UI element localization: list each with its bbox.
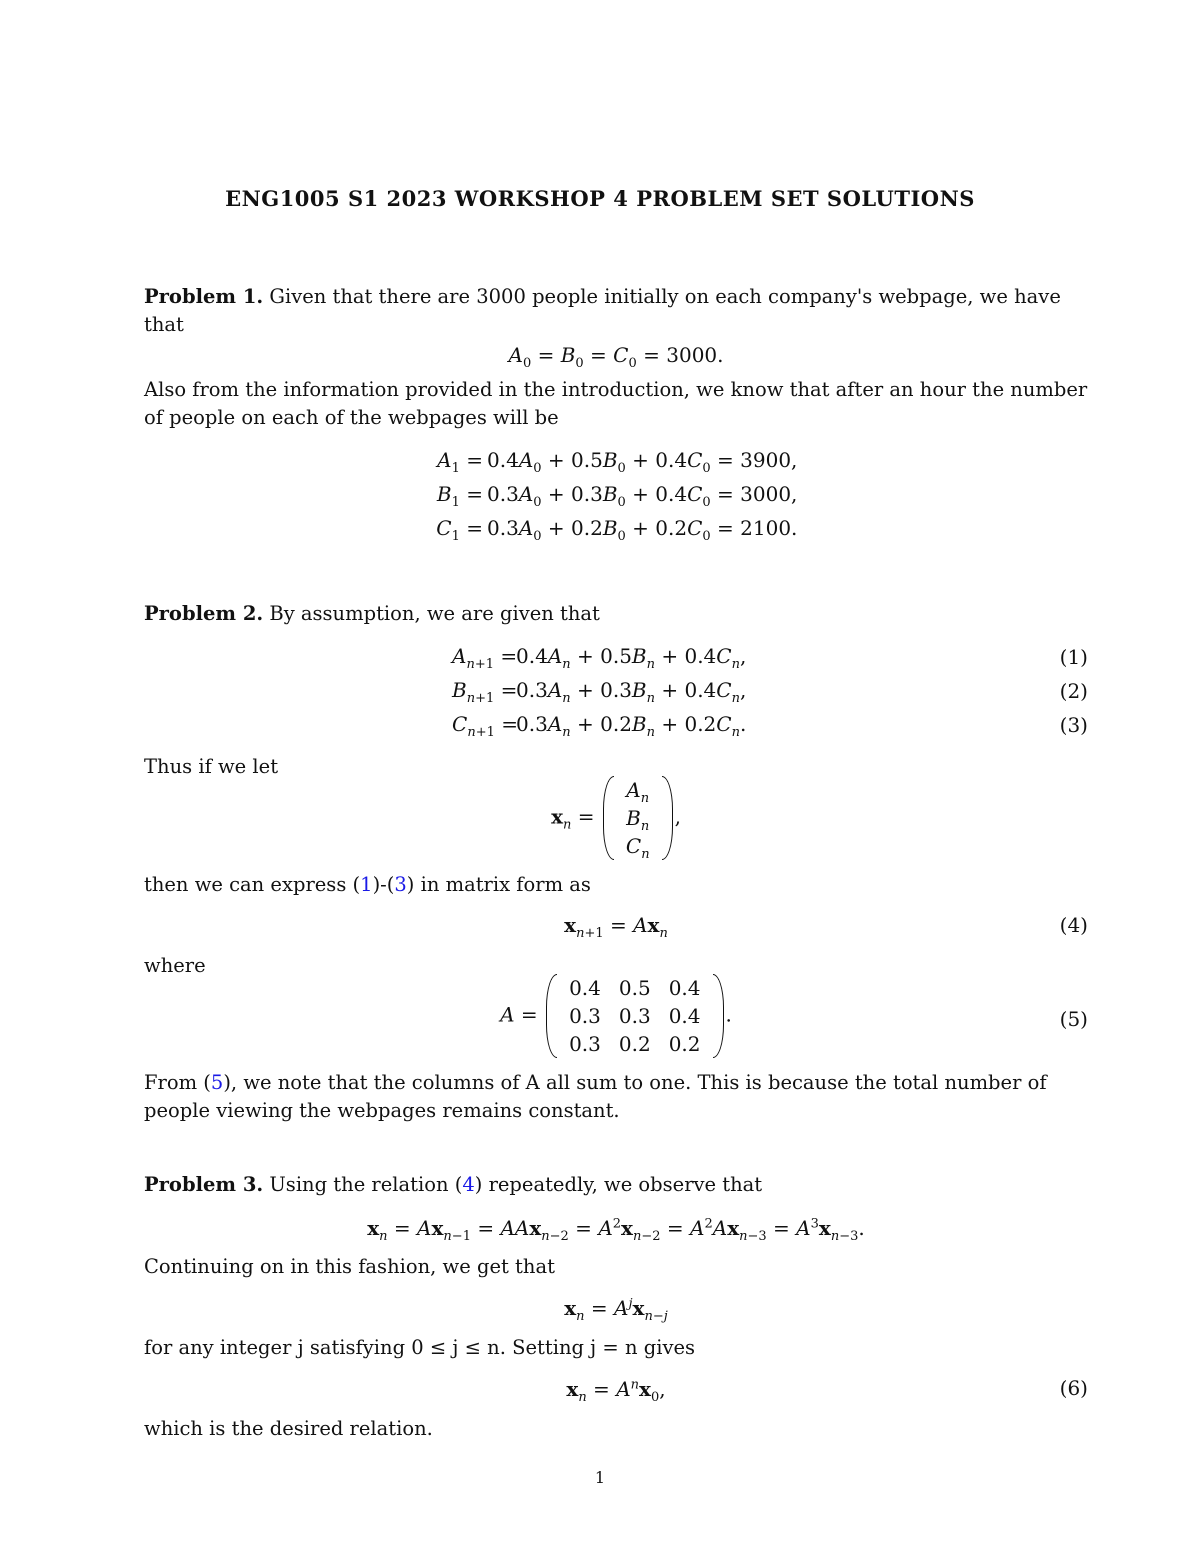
problem-2-text-5: From (5), we note that the columns of A all sum to one. This is because the total number of people viewing the webpages remains constant. [144,1071,1047,1122]
problem-1-text-2: Also from the information provided in the introduction, we know that after an hour the number of people on each of the webpages will be [144,378,1088,429]
document-title: ENG1005 S1 2023 WORKSHOP 4 PROBLEM SET SOLUTIONS [225,186,975,211]
problem-2-text-3: then we can express (1)-(3) in matrix form as [144,873,591,896]
equation-number-1: (1) [1059,645,1088,669]
equation-number-5: (5) [1059,1007,1088,1031]
equation-xn-vector: $x_n$ = $A_n$ $B_n$ $C_n$ , [551,778,681,862]
equation-general: $x_n = A^jx_{n-j}$ [564,1296,668,1324]
reference-link-1[interactable]: 1 [360,873,373,896]
problem-1-text: Given that there are 3000 people initially on each company's webpage, we have that [144,285,1061,336]
reference-link-3[interactable]: 3 [394,873,407,896]
matrix-A: 0.4 0.5 0.4 0.3 0.3 0.4 0.3 0.2 0.2 [544,974,725,1058]
equation-recursion: $x_n = Ax_{n-1} = AAx_{n-2} = A^2x_{n-2} = A^2Ax_{n-3} = A^3x_{n-3}$. [367,1216,865,1244]
equation-number-2: (2) [1059,679,1088,703]
equation-4: $x_{n+1} = Ax_n$ [564,913,668,941]
problem-2-text-4: where [144,954,206,977]
reference-link-4[interactable]: 4 [462,1173,475,1196]
equation-number-6: (6) [1059,1376,1088,1400]
problem-2-text-2: Thus if we let [144,755,279,778]
equation-6: $x_n = A^nx_0$, [566,1377,666,1405]
problem-1-heading: Problem 1. [144,285,264,308]
equation-number-4: (4) [1059,913,1088,937]
equation-system-1: $A_1$ = $0.4A_0 + 0.5B_0 + 0.4C_0 = 3900$, $B_1$ = $0.3A_0 + 0.3B_0 + 0.4C_0 = 3000$, $C_1$ = $0.3A_0 + 0.2B_0 + 0.2C_0 = 2100$. [436,448,798,544]
problem-3-text-2: Continuing on in this fashion, we get that [144,1255,555,1278]
problem-3-intro: Problem 3. Using the relation (4) repeatedly, we observe that [144,1173,763,1196]
equation-matrix-A: A = 0.4 0.5 0.4 0.3 0.3 0.4 0.3 0.2 0.2 . [500,976,732,1056]
problem-3-text-4: which is the desired relation. [144,1417,433,1440]
problem-2-text: By assumption, we are given that [269,602,600,625]
equation-number-3: (3) [1059,713,1088,737]
problem-3-heading: Problem 3. [144,1173,264,1196]
equation-initial: $A_0 = B_0 = C_0 = 3000$. [508,343,724,371]
problem-1-intro [144,283,1088,339]
problem-3-text-3: for any integer j satisfying 0 ≤ j ≤ n. Setting j = n gives [144,1336,696,1359]
problem-2-heading: Problem 2. [144,602,264,625]
page-number: 1 [594,1468,606,1487]
reference-link-5[interactable]: 5 [210,1071,224,1094]
problem-2-intro [144,600,1088,628]
equation-system-2: $A_{n+1}$ = $0.4A_n + 0.5B_n + 0.4C_n$, $B_{n+1}$ = $0.3A_n + 0.3B_n + 0.4C_n$, $C_{n+1}$ = $0.3A_n + 0.2B_n + 0.2C_n$. [452,644,747,740]
xn-column-vector: $A_n$ $B_n$ $C_n$ [601,776,675,860]
